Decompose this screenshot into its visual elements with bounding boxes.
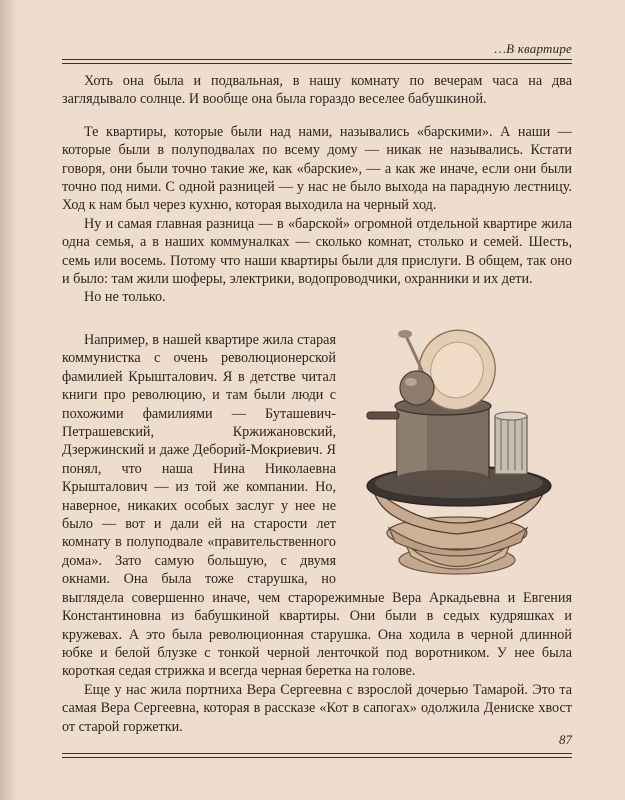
footer-rule xyxy=(62,753,572,758)
paragraph-5: Например, в нашей квартире жила старая коммунистка с очень революционерской фамилией Крышталович. Я в детстве читал книги про революцию, и там были люди с похожими фамилиями — Буташевич-Петрашевский, Кржижановский, Дзержинский и даже Деборий-Мокриевич. Я понял, что наша Нина Николаевна Крышталович — из той же компании. Но, наверное, никаких особых заслуг у нее не было — вот и дали ей на старости лет комнату в полуподвале «правительственного дома». Зато самую большую, с двумя окнами. Она была тоже старушка, но выглядела совершенно иначе, чем старорежимные Вера Аркадьевна и Евгения Константиновна из бабушкиной квартиры. Они были в седых кудряшках и кружевах. А это была революционная старушка. Она ходила в черной длинной юбке и белой блузке с тонкой черной ленточкой под воротником. У нее была короткая седая стрижка и всегда черная беретка на голове. xyxy=(62,332,572,680)
running-head: …В квартире xyxy=(494,41,572,56)
stacked-kitchenware-illustration xyxy=(345,328,570,588)
paragraph-3: Ну и самая главная разница — в «барской» огромной отдельной квартире жила одна семья, а в наших коммуналках — сколько комнат, столько и семей. Шесть, семь или восемь. Потому что наши квартиры были для прислуги. В общем, так оно и было: там жили шоферы, электрики, водопроводчики, охранники и их дети. xyxy=(62,215,572,288)
spine-shadow xyxy=(0,0,18,800)
page-number: 87 xyxy=(559,732,572,747)
paragraph-1: Хоть она была и подвальная, в нашу комнату по вечерам часа на два заглядывало солнце. И вообще она была гораздо веселее бабушкиной. xyxy=(62,73,572,108)
text-block-top xyxy=(62,72,572,307)
paragraph-2: Те квартиры, которые были над нами, назывались «барскими». А наши — которые были в полуподвалах по всему дому — никак не назывались. Кстати говоря, они были точно такие же, как «барские», — а как же иначе, если они были точно под ними. С одной разницей — у нас не было выхода на парадную лестницу. Ход к нам был через кухню, которая выходила на черный ход. xyxy=(62,123,572,214)
header-rule xyxy=(62,59,572,64)
paragraph-4: Но не только. xyxy=(84,289,166,306)
paragraph-6: Еще у нас жила портниха Вера Сергеевна с взрослой дочерью Тамарой. Это та самая Вера Сергеевна, которая в рассказе «Кот в сапогах» одолжила Дениске хвост от старой горжетки. xyxy=(62,681,572,735)
